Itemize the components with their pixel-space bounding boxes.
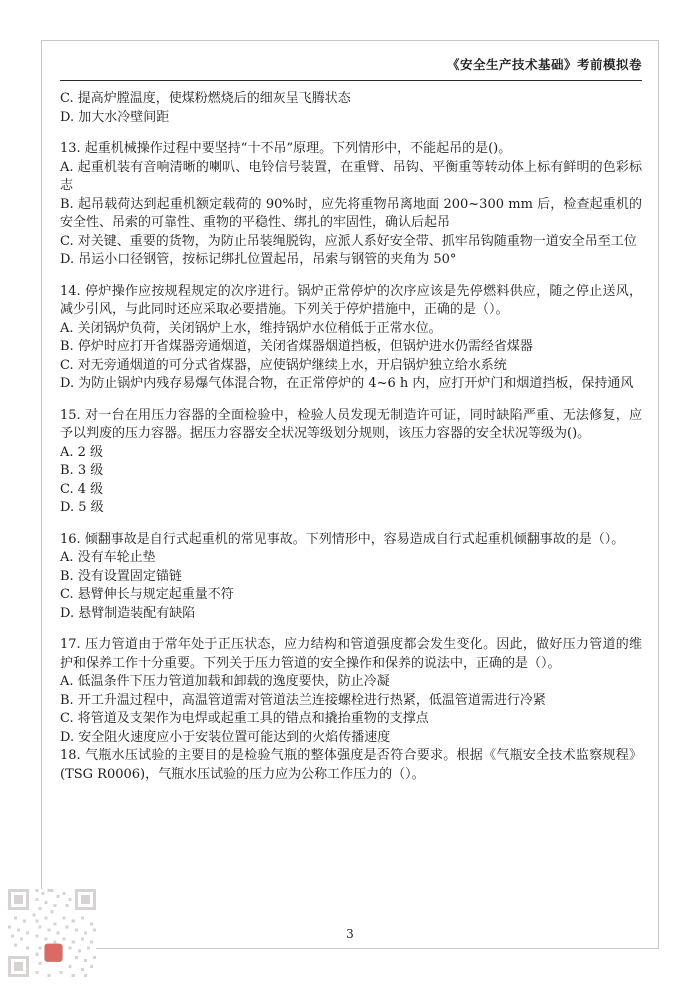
question-stem: 18. 气瓶水压试验的主要目的是检验气瓶的整体强度是否符合要求。根据《气瓶安全技术监察规程》(TSG R0006)，气瓶水压试验的压力应为公称工作压力的（）。 bbox=[60, 748, 642, 782]
option: A. 关闭锅炉负荷，关闭锅炉上水，维持锅炉水位稍低于正常水位。 bbox=[60, 320, 442, 336]
option: C. 4 级 bbox=[60, 481, 104, 497]
option: B. 起吊载荷达到起重机额定载荷的 90%时，应先将重物吊离地面 200~300 mm 后，检查起重机的安全性、吊索的可靠性、重物的平稳性、绑扎的牢固性，确认后起吊 bbox=[60, 196, 642, 230]
question-stem: 16. 倾翻事故是自行式起重机的常见事故。下列情形中，容易造成自行式起重机倾翻事故的是（）。 bbox=[60, 531, 625, 547]
question-stem: 17. 压力管道由于常年处于正压状态，应力结构和管道强度都会发生变化。因此，做好压力管道的维护和保养工作十分重要。下列关于压力管道的安全操作和保养的说法中，正确的是（）。 bbox=[60, 637, 642, 671]
option: C. 将管道及支架作为电焊或起重工具的错点和撬抬重物的支撑点 bbox=[60, 711, 429, 726]
option: C. 悬臂伸长与规定起重量不符 bbox=[60, 587, 234, 602]
option: C. 对关键、重要的货物，为防止吊装绳脱钩，应派人系好安全带、抓牢吊钩随重物一道安全吊至工位 bbox=[60, 233, 637, 249]
option: C. 对无旁通烟道的可分式省煤器，应使锅炉继续上水，开启锅炉独立给水系统 bbox=[60, 357, 507, 373]
option: D. 5 级 bbox=[60, 500, 104, 515]
option: B. 停炉时应打开省煤器旁通烟道，关闭省煤器烟道挡板，但锅炉进水仍需经省煤器 bbox=[60, 339, 533, 354]
page-number: 3 bbox=[346, 927, 354, 941]
option: A. 2 级 bbox=[60, 444, 104, 460]
question-stem: 13. 起重机械操作过程中要坚持“十不吊”原理。下列情形中，不能起吊的是()。 bbox=[60, 141, 512, 156]
option: D. 悬臂制造装配有缺陷 bbox=[60, 605, 196, 621]
option: D. 安全阻火速度应小于安装位置可能达到的火焰传播速度 bbox=[60, 729, 391, 745]
header-divider bbox=[60, 80, 642, 81]
option: A. 低温条件下压力管道加载和卸载的逸度要快，防止冷凝 bbox=[60, 674, 390, 689]
question-15 bbox=[60, 407, 642, 518]
question-16 bbox=[60, 531, 642, 624]
qr-logo-accent bbox=[44, 944, 62, 962]
question-18 bbox=[60, 747, 642, 784]
page-content bbox=[60, 54, 642, 784]
header-title: 《安全生产技术基础》考前模拟卷 bbox=[446, 57, 642, 72]
question-13 bbox=[60, 140, 642, 270]
question-stem: 15. 对一台在用压力容器的全面检验中，检验人员发现无制造许可证，同时缺陷严重、无法修复，应予以判废的压力容器。据压力容器安全状况等级划分规则，该压力容器的安全状况等级为()。 bbox=[60, 407, 642, 441]
page-footer bbox=[0, 927, 700, 941]
option: B. 3 级 bbox=[60, 463, 104, 478]
option: A. 起重机装有音响清晰的喇叭、电铃信号装置，在重臂、吊钩、平衡重等转动体上标有鲜明的色彩标志 bbox=[60, 159, 642, 193]
option: D. 为防止锅炉内残存易爆气体混合物，在正常停炉的 4~6 h 内，应打开炉门和烟道挡板，保持通风 bbox=[60, 376, 634, 391]
question-17 bbox=[60, 636, 642, 747]
option: A. 没有车轮止垫 bbox=[60, 550, 156, 565]
question-list bbox=[60, 90, 642, 784]
document-header bbox=[60, 54, 642, 73]
question-stem: 14. 停炉操作应按规程规定的次序进行。锅炉正常停炉的次序应该是先停燃料供应，随之停止送风，减少引风，与此同时还应采取必要措施。下列关于停炉措施中，正确的是（）。 bbox=[60, 283, 642, 317]
option: C. 提高炉膛温度，使煤粉燃烧后的细灰呈飞腾状态 bbox=[60, 91, 351, 106]
option: D. 加大水冷壁间距 bbox=[60, 109, 170, 125]
question-14 bbox=[60, 283, 642, 394]
option: B. 没有设置固定锚链 bbox=[60, 568, 182, 584]
option: D. 吊运小口径钢管，按标记绑扎位置起吊，吊索与钢管的夹角为 50° bbox=[60, 252, 457, 267]
qr-code-icon bbox=[8, 889, 96, 977]
option: B. 开工升温过程中，高温管道需对管道法兰连接螺栓进行热紧，低温管道需进行冷紧 bbox=[60, 692, 546, 708]
